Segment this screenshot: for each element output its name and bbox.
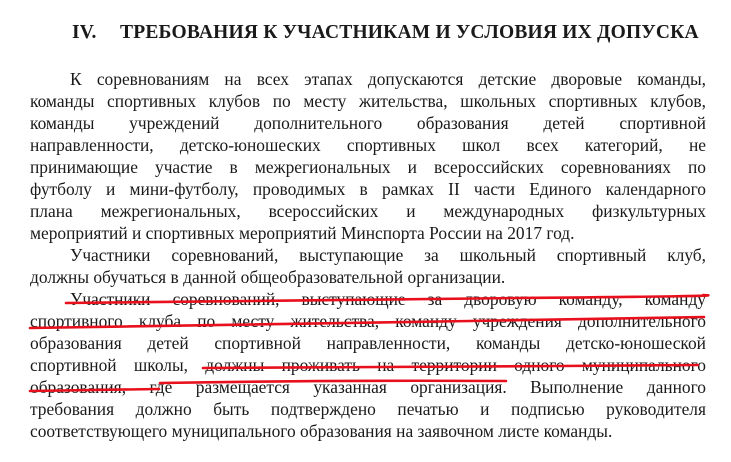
paragraph-1-line-5: принимающие участие в межрегиональных и всероссийских соревнованиях по — [30, 157, 706, 177]
paragraph-1-line-4: направленности, детско-юношеских спортивных школ всех категорий, не — [30, 135, 706, 155]
section-title: ТРЕБОВАНИЯ К УЧАСТНИКАМ И УСЛОВИЯ ИХ ДОПУСКА — [120, 22, 699, 43]
paragraph-2-line-1: Участники соревнований, выступающие за школьный спортивный клуб, — [70, 245, 706, 265]
paragraph-3-line-1: Участники соревнований, выступающие за дворовую команду, команду — [70, 289, 706, 309]
paragraph-1-line-3: команды учреждений дополнительного образования детей спортивной — [30, 113, 706, 133]
paragraph-2-line-2: должны обучаться в данной общеобразовательной организации. — [30, 267, 506, 287]
paragraph-1-line-7: плана межрегиональных, всероссийских и международных физкультурных — [30, 201, 706, 221]
paragraph-3-line-5: образования, где размещается указанная организация. Выполнение данного — [30, 377, 706, 397]
paragraph-3-line-2: спортивного клуба по месту жительства, команду учреждения дополнительного — [30, 311, 706, 331]
paragraph-3-line-7: соответствующего муниципального образования на заявочном листе команды. — [30, 421, 613, 441]
paragraph-3-line-4: спортивной школы, должны проживать на территории одного муниципального — [30, 355, 706, 375]
section-heading — [72, 22, 699, 44]
paragraph-1-line-2: команды спортивных клубов по месту жительства, школьных спортивных клубов, — [30, 91, 706, 111]
paragraph-3-line-3: образования детей спортивной направленности, команды детско-юношеской — [30, 333, 706, 353]
paragraph-1-line-1: К соревнованиям на всех этапах допускаются детские дворовые команды, — [70, 69, 706, 89]
paragraph-1-line-8: мероприятий и спортивных мероприятий Минспорта России на 2017 год. — [30, 223, 575, 243]
paragraph-3-line-6: требования должно быть подтверждено печатью и подписью руководителя — [30, 399, 706, 419]
paragraph-1-line-6: футболу и мини-футболу, проводимых в рамках II части Единого календарного — [30, 179, 706, 199]
section-number: IV. — [72, 22, 97, 43]
